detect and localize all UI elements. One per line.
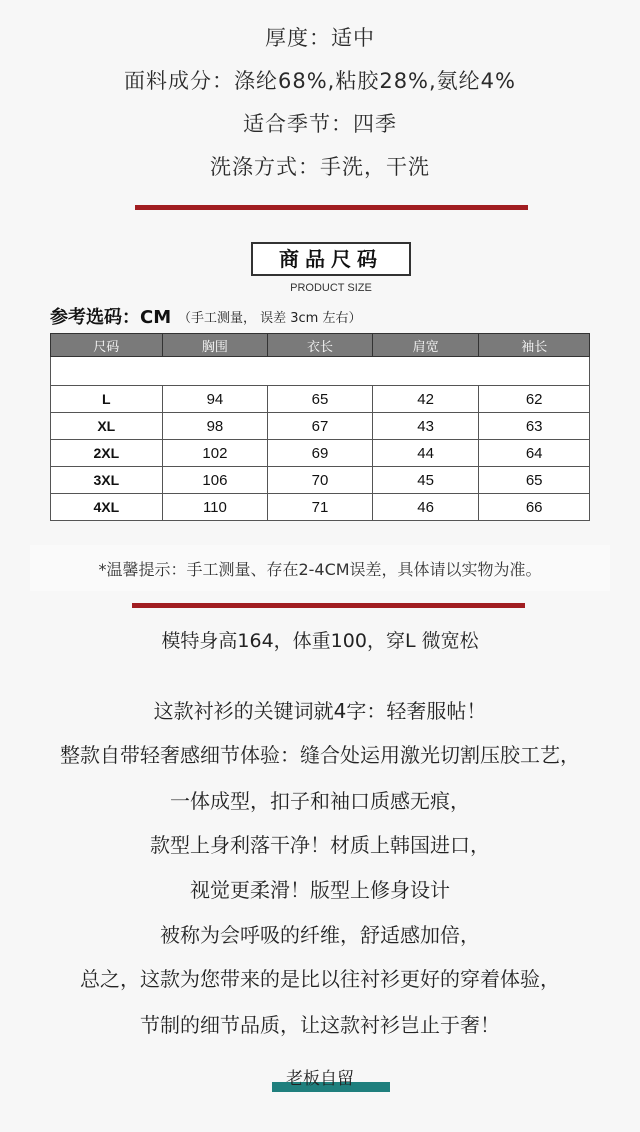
description-line: 被称为会呼吸的纤维，舒适感加倍， [160, 923, 480, 947]
description-line: 款型上身利落干净！材质上韩国进口， [150, 833, 490, 857]
description-line: 一体成型，扣子和袖口质感无痕， [170, 789, 470, 813]
description-line: 整款自带轻奢感细节体验：缝合处运用激光切割压胶工艺， [60, 743, 580, 767]
table-row [51, 413, 590, 440]
size-table-header-row [51, 334, 590, 357]
sleeve-cell: 63 [479, 413, 590, 440]
description-line: 视觉更柔滑！版型上修身设计 [190, 878, 450, 902]
table-row [51, 494, 590, 521]
model-info: 模特身高164，体重100，穿L 微宽松 [161, 630, 479, 652]
size-cell: 2XL [51, 440, 163, 467]
chest-cell: 98 [162, 413, 268, 440]
table-spacer-cell [51, 357, 590, 386]
size-cell: XL [51, 413, 163, 440]
header-length: 衣长 [268, 334, 373, 357]
sleeve-cell: 64 [479, 440, 590, 467]
spec-thickness: 厚度：适中 [265, 26, 375, 50]
chest-cell: 94 [162, 386, 268, 413]
header-shoulder: 肩宽 [372, 334, 479, 357]
header-chest: 胸围 [162, 334, 268, 357]
header-size: 尺码 [51, 334, 163, 357]
description-line: 总之，这款为您带来的是比以往衬衫更好的穿着体验， [80, 967, 560, 991]
measurement-tip: *温馨提示：手工测量、存在2-4CM误差，具体请以实物为准。 [98, 560, 542, 579]
shoulder-cell: 43 [372, 413, 479, 440]
shoulder-cell: 45 [372, 467, 479, 494]
spec-season: 适合季节：四季 [243, 112, 397, 136]
length-cell: 67 [268, 413, 373, 440]
table-spacer-row [51, 357, 590, 386]
footer-label: 老板自留 [286, 1069, 354, 1089]
table-row [51, 440, 590, 467]
length-cell: 71 [268, 494, 373, 521]
table-row [51, 467, 590, 494]
top-divider [135, 205, 528, 210]
size-cell: L [51, 386, 163, 413]
spec-washing: 洗涤方式：手洗，干洗 [210, 155, 430, 179]
shoulder-cell: 44 [372, 440, 479, 467]
size-cell: 4XL [51, 494, 163, 521]
length-cell: 65 [268, 386, 373, 413]
length-cell: 69 [268, 440, 373, 467]
reference-note: （手工测量， 误差 3cm 左右） [178, 311, 362, 326]
chest-cell: 106 [162, 467, 268, 494]
table-row [51, 386, 590, 413]
size-section-title: 商品尺码 [251, 242, 411, 276]
size-cell: 3XL [51, 467, 163, 494]
spec-fabric: 面料成分：涤纶68%,粘胶28%,氨纶4% [123, 69, 517, 93]
length-cell: 70 [268, 467, 373, 494]
reference-title: 参考选码：CM [50, 307, 172, 328]
chest-cell: 102 [162, 440, 268, 467]
middle-divider [132, 603, 525, 608]
chest-cell: 110 [162, 494, 268, 521]
description-line: 节制的细节品质，让这款衬衫岂止于奢！ [140, 1013, 500, 1037]
shoulder-cell: 42 [372, 386, 479, 413]
size-section-subtitle: PRODUCT SIZE [290, 282, 372, 294]
header-sleeve: 袖长 [479, 334, 590, 357]
sleeve-cell: 62 [479, 386, 590, 413]
shoulder-cell: 46 [372, 494, 479, 521]
description-line: 这款衬衫的关键词就4字：轻奢服帖！ [153, 699, 487, 723]
sleeve-cell: 66 [479, 494, 590, 521]
size-table [50, 333, 590, 521]
sleeve-cell: 65 [479, 467, 590, 494]
